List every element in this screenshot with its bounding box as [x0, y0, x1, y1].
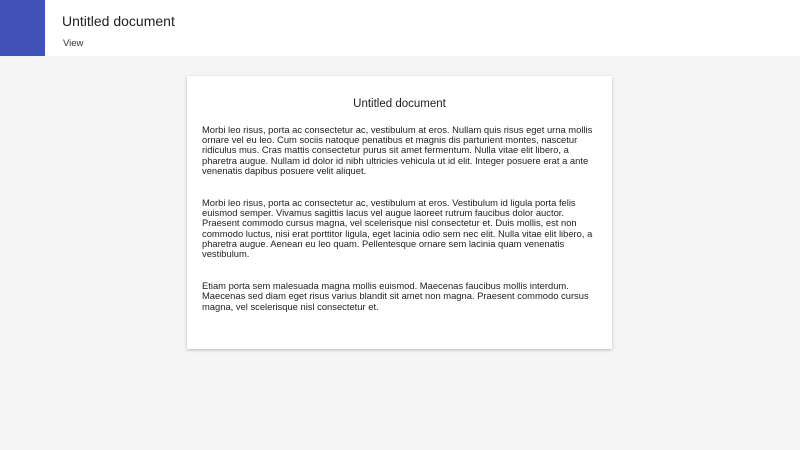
menu-bar	[56, 35, 90, 53]
paragraph[interactable]: Etiam porta sem malesuada magna mollis euismod. Maecenas faucibus mollis interdum. Maecenas sed diam eget risus varius blandit sit amet non magna. Praesent commodo cursus magna, vel scelerisque nisl consectetur et.	[202, 280, 589, 312]
menu-item-view[interactable]: View	[63, 38, 84, 49]
document-page[interactable]	[187, 76, 612, 349]
page-title[interactable]: Untitled document	[353, 98, 446, 110]
document-name[interactable]: Untitled document	[62, 13, 175, 29]
app-header	[0, 0, 800, 56]
paragraph[interactable]: Morbi leo risus, porta ac consectetur ac, vestibulum at eros. Vestibulum id ligula porta felis euismod semper. Vivamus sagittis lacus vel augue laoreet rutrum faucibus dolor auctor. Praesent commodo cursus magna, vel scelerisque nisl consectetur et. Duis mollis, est non commodo luctus, nisi erat porttitor ligula, eget lacinia odio sem nec elit. Nulla vitae elit libero, a pharetra augue. Aenean eu leo quam. Pellentesque ornare sem lacinia quam venenatis vestibulum.	[202, 197, 593, 260]
app-logo[interactable]	[0, 0, 45, 56]
paragraph[interactable]: Morbi leo risus, porta ac consectetur ac, vestibulum at eros. Nullam quis risus eget urna mollis ornare vel eu leo. Cum sociis natoque penatibus et magnis dis parturient montes, nascetur ridiculus mus. Cras mattis consectetur purus sit amet fermentum. Nulla vitae elit libero, a pharetra augue. Nullam id dolor id nibh ultricies vehicula ut id elit. Integer posuere erat a ante venenatis dapibus posuere velit aliquet.	[202, 124, 593, 176]
